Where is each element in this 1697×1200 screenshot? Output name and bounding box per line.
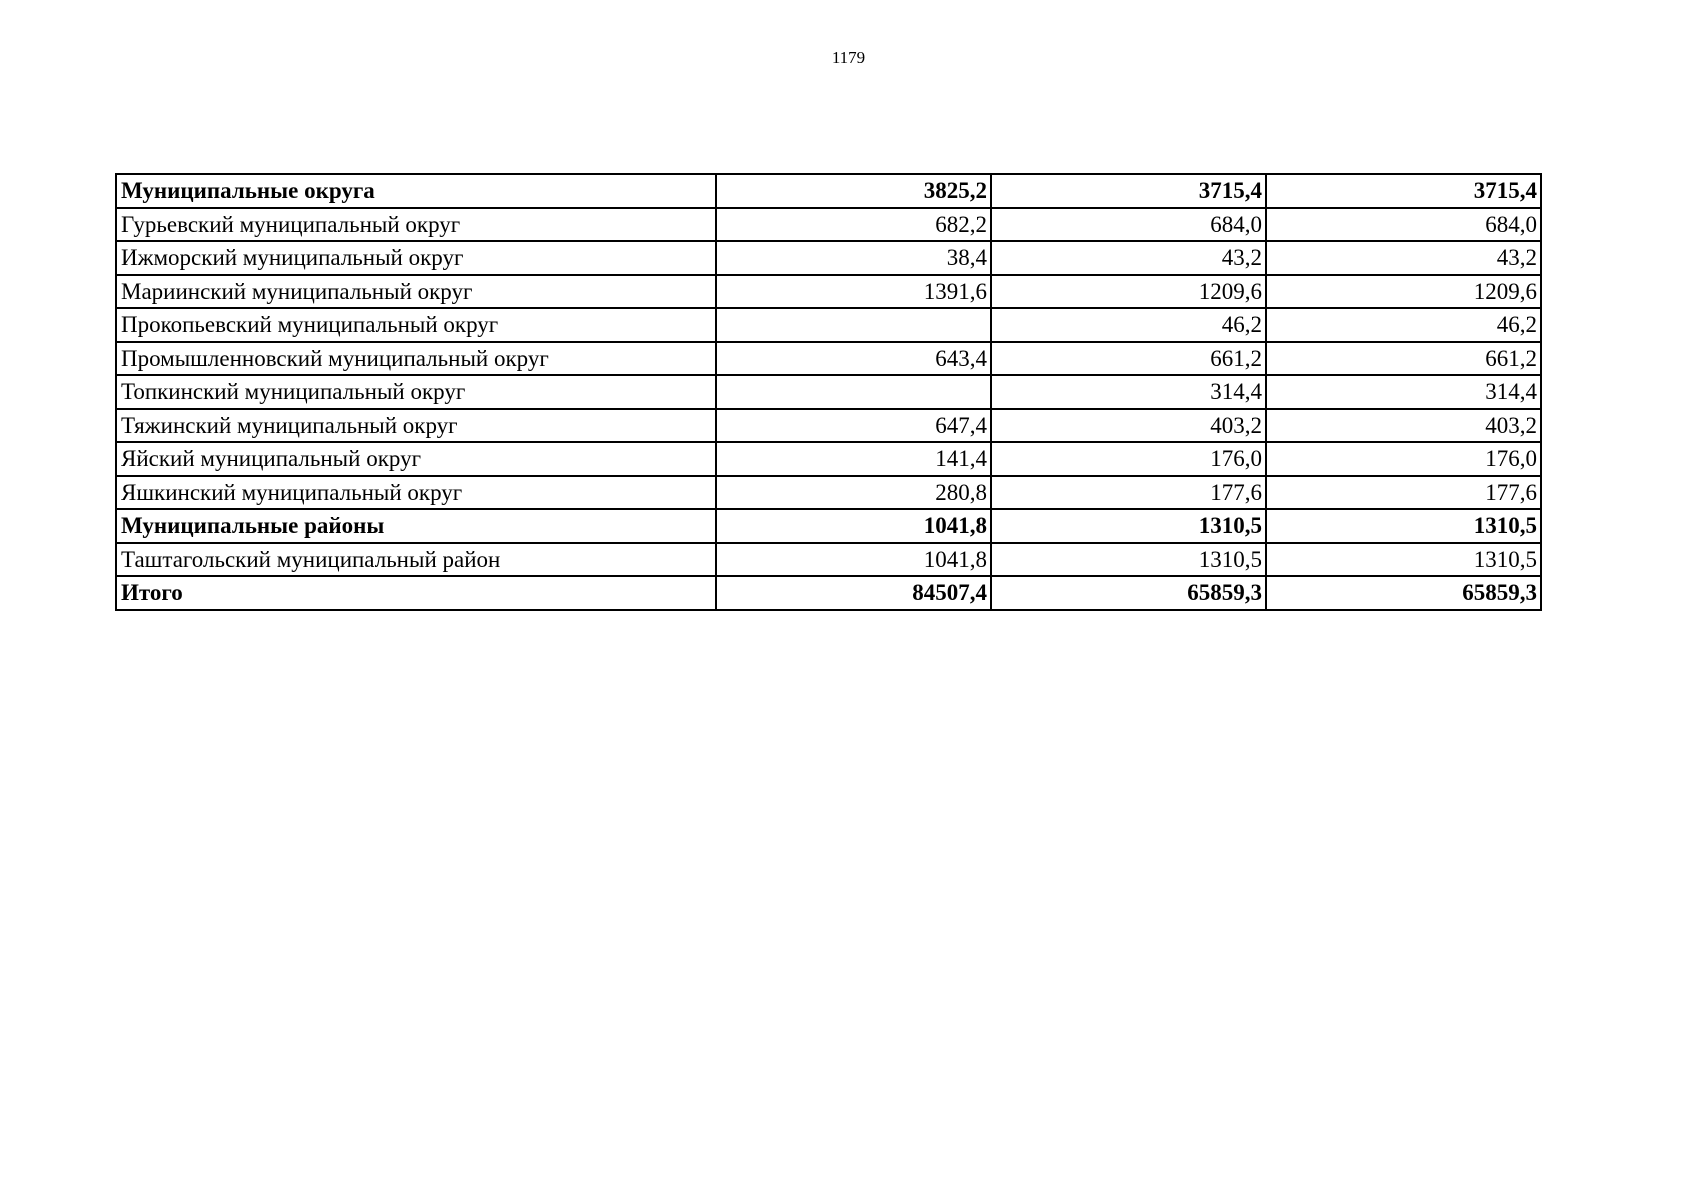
- row-value-1: [716, 308, 991, 342]
- row-value-2: 684,0: [991, 208, 1266, 242]
- table-row-total: [116, 576, 1541, 610]
- table-row: [116, 275, 1541, 309]
- row-value-3: 65859,3: [1266, 576, 1541, 610]
- row-value-1: 280,8: [716, 476, 991, 510]
- row-value-1: 1041,8: [716, 543, 991, 577]
- row-value-2: 176,0: [991, 442, 1266, 476]
- row-name: Ижморский муниципальный округ: [116, 241, 716, 275]
- row-value-1: 1391,6: [716, 275, 991, 309]
- row-name: Муниципальные районы: [116, 509, 716, 543]
- row-name: Яшкинский муниципальный округ: [116, 476, 716, 510]
- row-value-3: 43,2: [1266, 241, 1541, 275]
- row-value-3: 46,2: [1266, 308, 1541, 342]
- row-value-1: 1041,8: [716, 509, 991, 543]
- table-row: [116, 342, 1541, 376]
- row-value-2: 3715,4: [991, 174, 1266, 208]
- row-name: Гурьевский муниципальный округ: [116, 208, 716, 242]
- row-name: Тяжинский муниципальный округ: [116, 409, 716, 443]
- table-row: [116, 442, 1541, 476]
- row-value-3: 314,4: [1266, 375, 1541, 409]
- row-value-3: 3715,4: [1266, 174, 1541, 208]
- table-row: [116, 308, 1541, 342]
- row-value-1: 38,4: [716, 241, 991, 275]
- table-row-subtotal: [116, 174, 1541, 208]
- row-value-2: 1310,5: [991, 543, 1266, 577]
- row-name: Промышленновский муниципальный округ: [116, 342, 716, 376]
- table-row: [116, 375, 1541, 409]
- row-value-3: 177,6: [1266, 476, 1541, 510]
- row-name: Итого: [116, 576, 716, 610]
- row-value-2: 1310,5: [991, 509, 1266, 543]
- row-name: Яйский муниципальный округ: [116, 442, 716, 476]
- row-name: Топкинский муниципальный округ: [116, 375, 716, 409]
- budget-table: [115, 173, 1542, 611]
- table-row: [116, 543, 1541, 577]
- row-value-2: 1209,6: [991, 275, 1266, 309]
- row-value-3: 403,2: [1266, 409, 1541, 443]
- table-row: [116, 241, 1541, 275]
- row-value-3: 1310,5: [1266, 509, 1541, 543]
- row-value-3: 684,0: [1266, 208, 1541, 242]
- row-value-1: 3825,2: [716, 174, 991, 208]
- row-value-1: 682,2: [716, 208, 991, 242]
- row-value-2: 661,2: [991, 342, 1266, 376]
- row-value-2: 177,6: [991, 476, 1266, 510]
- table-row: [116, 409, 1541, 443]
- table-row-subtotal: [116, 509, 1541, 543]
- table-row: [116, 208, 1541, 242]
- row-value-2: 403,2: [991, 409, 1266, 443]
- row-value-1: 643,4: [716, 342, 991, 376]
- row-value-1: 141,4: [716, 442, 991, 476]
- row-value-2: 46,2: [991, 308, 1266, 342]
- row-value-3: 176,0: [1266, 442, 1541, 476]
- row-name: Муниципальные округа: [116, 174, 716, 208]
- page-number: 1179: [831, 48, 866, 67]
- row-value-3: 1310,5: [1266, 543, 1541, 577]
- row-name: Таштагольский муниципальный район: [116, 543, 716, 577]
- row-value-2: 43,2: [991, 241, 1266, 275]
- row-value-1: 647,4: [716, 409, 991, 443]
- row-value-2: 314,4: [991, 375, 1266, 409]
- table-row: [116, 476, 1541, 510]
- row-value-3: 1209,6: [1266, 275, 1541, 309]
- row-value-2: 65859,3: [991, 576, 1266, 610]
- row-name: Мариинский муниципальный округ: [116, 275, 716, 309]
- row-value-1: 84507,4: [716, 576, 991, 610]
- row-name: Прокопьевский муниципальный округ: [116, 308, 716, 342]
- row-value-1: [716, 375, 991, 409]
- row-value-3: 661,2: [1266, 342, 1541, 376]
